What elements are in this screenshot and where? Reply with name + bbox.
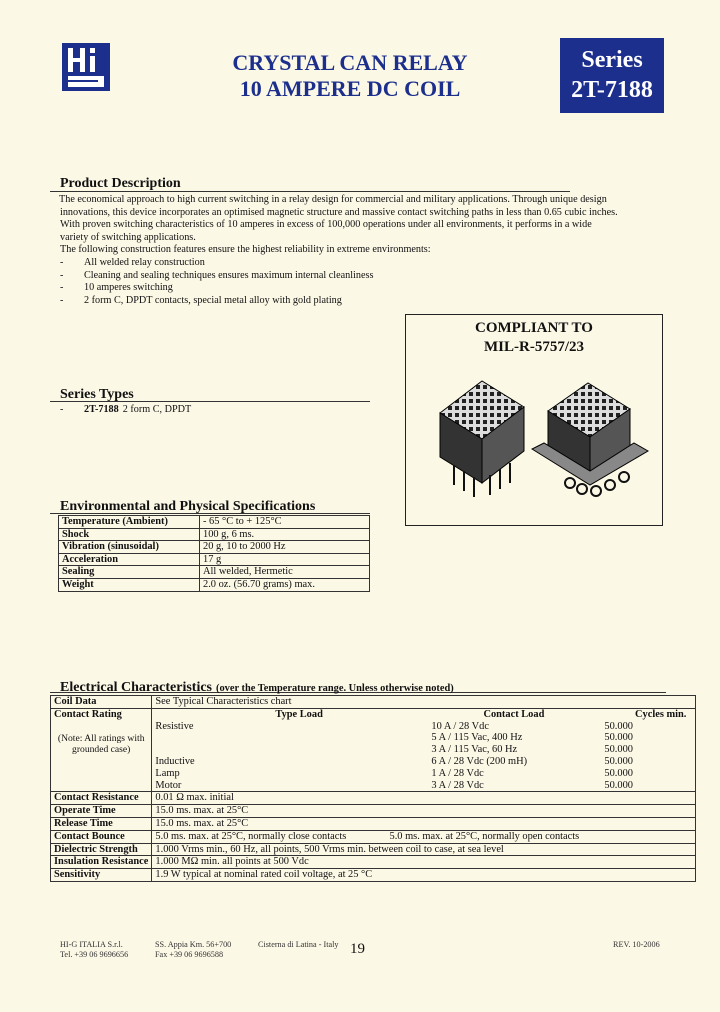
electrical-table [50,695,696,882]
table-row [51,792,696,805]
contact-resistance-value: 0.01 Ω max. initial [152,792,696,805]
page-number: 19 [350,941,365,957]
contact-load: 6 A / 28 Vdc (200 mH) [431,755,528,767]
product-description-heading: Product Description [60,176,181,191]
environmental-table [58,515,370,592]
env-spec-value: All welded, Hermetic [200,566,370,579]
table-row [51,708,696,792]
description-line: With proven switching characteristics of 10 amperes in excess of 100,000 operations under all environments, it performs in a wide [60,219,592,231]
contact-load: 3 A / 28 Vdc [431,779,484,791]
table-row [59,578,370,591]
table-row [51,869,696,882]
compliance-line-2: MIL-R-5757/23 [484,339,584,355]
series-badge [560,38,664,113]
cycles-header: Cycles min. [635,708,687,720]
contact-type-load: Motor [155,779,182,791]
contact-cycles: 50.000 [604,744,633,756]
footer-city: Cisterna di Latina - Italy [258,940,339,949]
table-row [51,856,696,869]
table-row [51,843,696,856]
compliance-box [405,314,663,526]
contact-load: 5 A / 115 Vac, 400 Hz [431,732,523,744]
contact-type-load: Inductive [155,755,195,767]
contact-rating-note: (Note: All ratings with grounded case) [57,732,145,756]
env-spec-label: Sealing [59,566,200,579]
env-spec-label: Vibration (sinusoidal) [59,541,200,554]
release-time-label: Release Time [51,817,152,830]
electrical-heading: Electrical Characteristics [60,680,212,695]
table-row [51,830,696,843]
coil-data-value: See Typical Characteristics chart [152,696,696,709]
env-spec-label: Temperature (Ambient) [59,516,200,529]
env-spec-value: 100 g, 6 ms. [200,528,370,541]
contact-rating-cell [51,708,152,792]
feature-bullet: - 2 form C, DPDT contacts, special metal alloy with gold plating [60,294,342,306]
insulation-resistance-value: 1.000 MΩ min. all points at 500 Vdc [152,856,696,869]
company-logo [62,43,110,91]
contact-type-load: Lamp [155,767,180,779]
title-line-2: 10 AMPERE DC COIL [239,76,461,101]
contact-load-header: Contact Load [483,708,545,720]
contact-load: 10 A / 28 Vdc [431,720,489,732]
series-label: Series [581,47,643,73]
footer-company [60,940,128,959]
dielectric-strength-value: 1.000 Vrms min., 60 Hz, all points, 500 Vrms min. between coil to case, at sea level [152,843,696,856]
relay-product-image [420,371,650,511]
footer-fax: Fax +39 06 9696588 [155,949,224,959]
env-spec-label: Shock [59,528,200,541]
footer-company-name: HI-G ITALIA S.r.l. [60,940,123,949]
sensitivity-value: 1.9 W typical at nominal rated coil voltage, at 25 °C [152,869,696,882]
environmental-heading: Environmental and Physical Specifications [60,499,316,514]
description-line: variety of switching applications. [60,231,196,243]
contact-cycles: 50.000 [604,767,633,779]
table-row [59,528,370,541]
contact-load: 1 A / 28 Vdc [431,767,484,779]
contact-bounce-nc: 5.0 ms. max. at 25°C, normally close contacts [155,830,347,842]
footer-street: SS. Appia Km. 56+700 [155,940,232,949]
revision: REV. 10-2006 [613,940,660,949]
contact-rating-grid-cell [152,708,696,792]
electrical-heading-note: (over the Temperature range. Unless otherwise noted) [216,683,454,694]
description-line: The economical approach to high current switching in a relay design for commercial and military applications. Through unique design [59,194,607,205]
feature-bullet: - 10 amperes switching [60,282,173,294]
feature-bullet: - All welded relay construction [60,256,205,268]
series-type-desc: 2 form C, DPDT [122,404,192,415]
electrical-heading-wrap [60,678,454,696]
table-row [51,696,696,709]
hig-logo-icon [62,43,110,91]
series-type-model: 2T-7188 [84,404,119,415]
type-load-header: Type Load [275,708,323,720]
contact-bounce-value [152,830,696,843]
series-types-heading: Series Types [60,387,134,402]
contact-bounce-label: Contact Bounce [51,830,152,843]
table-row [59,566,370,579]
contact-rating-grid [155,709,692,792]
contact-rating-label: Contact Rating [54,708,122,720]
sensitivity-label: Sensitivity [51,869,152,882]
product-description-text [60,194,665,307]
contact-cycles: 50.000 [604,755,633,767]
table-row [59,516,370,529]
release-time-value: 15.0 ms. max. at 25°C [152,817,696,830]
env-spec-value: 17 g [200,553,370,566]
contact-type-load: Resistive [155,720,194,732]
contact-cycles: 50.000 [604,732,633,744]
compliance-line-1: COMPLIANT TO [475,320,593,336]
contact-type-load [155,744,425,756]
footer-address [155,940,231,959]
contact-bounce-no: 5.0 ms. max. at 25°C, normally open contacts [389,830,580,842]
document-title [150,50,550,102]
series-type-item: - 2T-7188 2 form C, DPDT [60,404,192,415]
series-model: 2T-7188 [571,77,653,103]
description-line: The following construction features ensure the highest reliability in extreme environments: [60,244,431,256]
insulation-resistance-label: Insulation Resistance [51,856,152,869]
title-line-1: CRYSTAL CAN RELAY [232,50,468,75]
table-row [59,541,370,554]
table-row [51,817,696,830]
feature-bullet: - Cleaning and sealing techniques ensures maximum internal cleanliness [60,269,374,281]
env-spec-label: Acceleration [59,553,200,566]
contact-load: 3 A / 115 Vac, 60 Hz [431,744,518,756]
contact-type-load [155,732,425,744]
env-spec-label: Weight [59,578,200,591]
operate-time-value: 15.0 ms. max. at 25°C [152,805,696,818]
contact-resistance-label: Contact Resistance [51,792,152,805]
dielectric-strength-label: Dielectric Strength [51,843,152,856]
table-row [51,805,696,818]
footer-phone: Tel. +39 06 9696656 [60,949,129,959]
contact-cycles: 50.000 [604,720,633,732]
env-spec-value: 2.0 oz. (56.70 grams) max. [200,578,370,591]
operate-time-label: Operate Time [51,805,152,818]
contact-cycles: 50.000 [604,779,633,791]
env-spec-value: - 65 °C to + 125°C [200,516,370,529]
coil-data-label: Coil Data [51,696,152,709]
description-line: innovations, this device incorporates an optimised magnetic structure and massive contact switching paths in less than 0.65 cubic inches. [60,206,618,218]
env-spec-value: 20 g, 10 to 2000 Hz [200,541,370,554]
table-row [59,553,370,566]
compliance-title [406,319,662,357]
